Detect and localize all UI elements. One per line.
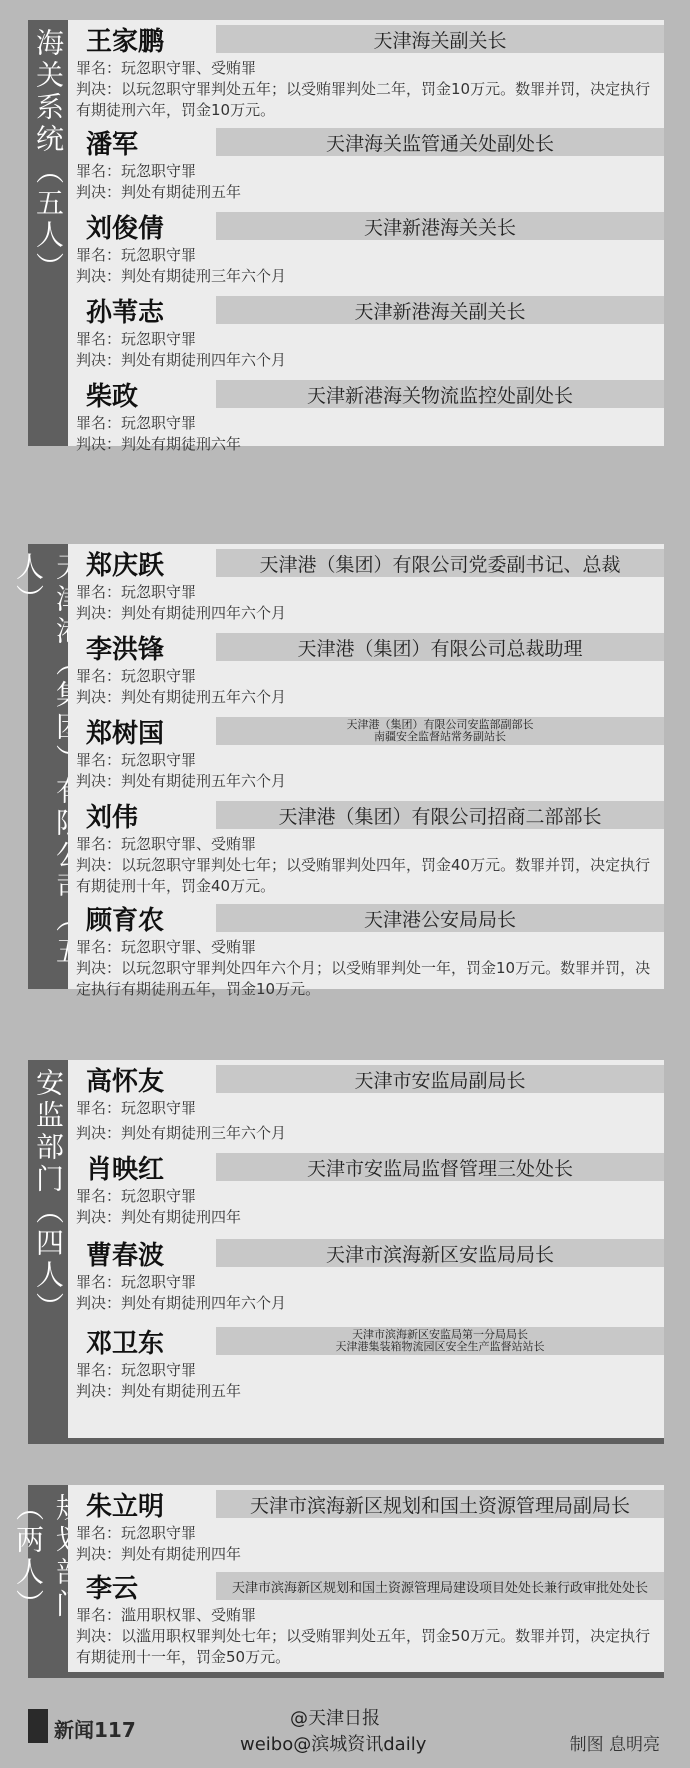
section-label: 安监部门（四人） (32, 1068, 65, 1324)
logo-icon (28, 1709, 48, 1743)
person-card (68, 1567, 664, 1668)
verdict-line: 判决：判处有期徒刑四年六个月 (76, 1294, 287, 1312)
section-body (68, 544, 664, 998)
charge-line: 罪名：玩忽职守罪、受贿罪 (76, 59, 257, 77)
section-label: 人） (12, 552, 45, 616)
person-title: 天津海关监管通关处副处长 (216, 128, 664, 156)
charge-line: 罪名：玩忽职守罪、受贿罪 (76, 938, 257, 956)
footer (0, 1686, 690, 1768)
person-name: 潘军 (68, 124, 216, 161)
section-customs (28, 20, 664, 453)
charge-line: 罪名：玩忽职守罪 (76, 1361, 197, 1379)
verdict-line: 判决：以玩忽职守罪判处四年六个月；以受贿罪判处一年，罚金10万元。数罪并罚，决定执行有期徒刑五年，罚金10万元。 (76, 959, 651, 998)
person-name: 王家鹏 (68, 21, 216, 58)
person-title: 天津新港海关物流监控处副处长 (216, 380, 664, 408)
person-card (68, 1322, 664, 1402)
person-card (68, 375, 664, 455)
person-title: 天津港（集团）有限公司总裁助理 (216, 633, 664, 661)
person-title: 天津海关副关长 (216, 25, 664, 53)
person-title: 天津市滨海新区安监局局长 (216, 1239, 664, 1267)
section-footer-bar (68, 1438, 664, 1444)
charge-line: 罪名：玩忽职守罪 (76, 667, 197, 685)
person-card (68, 291, 664, 371)
person-card (68, 207, 664, 287)
section-planning (12, 1485, 664, 1678)
person-card (68, 899, 664, 1000)
verdict-line: 判决：判处有期徒刑五年六个月 (76, 688, 287, 706)
weibo-handle: @天津日报 (290, 1708, 380, 1729)
person-title (216, 1327, 664, 1355)
section-body (68, 1060, 664, 1444)
charge-line: 罪名：玩忽职守罪 (76, 246, 197, 264)
verdict-line: 判决：判处有期徒刑四年六个月 (76, 604, 287, 622)
person-name: 李洪锋 (68, 629, 216, 666)
person-title: 天津港（集团）有限公司招商二部部长 (216, 801, 664, 829)
charge-line: 罪名：玩忽职守罪 (76, 1524, 197, 1542)
verdict-line: 判决：判处有期徒刑六年 (76, 435, 242, 453)
section-body (68, 20, 664, 453)
person-name: 刘俊倩 (68, 208, 216, 245)
person-name: 肖映红 (68, 1149, 216, 1186)
logo-text: 新闻117 (54, 1718, 136, 1742)
person-name: 高怀友 (68, 1061, 216, 1098)
person-card (68, 544, 664, 624)
section-label-bar (12, 1485, 68, 1678)
section-label: 海关系统（五人） (32, 28, 65, 284)
person-name: 曹春波 (68, 1235, 216, 1272)
verdict-line: 判决：判处有期徒刑五年六个月 (76, 772, 287, 790)
person-card (68, 796, 664, 897)
person-card (68, 628, 664, 708)
person-title-line: 天津市滨海新区安监局第一分局局长 (352, 1328, 528, 1341)
person-title: 天津市滨海新区规划和国土资源管理局副局长 (216, 1490, 664, 1518)
person-card (68, 123, 664, 203)
person-title (216, 717, 664, 745)
person-title-line: 南疆安全监督站常务副站长 (374, 730, 506, 743)
person-title: 天津港（集团）有限公司党委副书记、总裁 (216, 549, 664, 577)
charge-line: 罪名：滥用职权罪、受贿罪 (76, 1606, 257, 1624)
person-title: 天津市安监局监督管理三处处长 (216, 1153, 664, 1181)
person-title: 天津市安监局副局长 (216, 1065, 664, 1093)
verdict-line: 判决：判处有期徒刑四年 (76, 1545, 242, 1563)
charge-line: 罪名：玩忽职守罪 (76, 1099, 197, 1117)
section-port-group (12, 544, 664, 998)
person-title: 天津新港海关关长 (216, 212, 664, 240)
verdict-line: 判决：以玩忽职守罪判处七年；以受贿罪判处四年，罚金40万元。数罪并罚，决定执行有期徒刑十年，罚金40万元。 (76, 856, 651, 895)
person-name: 邓卫东 (68, 1323, 216, 1360)
verdict-line: 判决：判处有期徒刑四年六个月 (76, 351, 287, 369)
section-label-bar (28, 20, 68, 446)
charge-line: 罪名：玩忽职守罪 (76, 1273, 197, 1291)
section-footer-bar (68, 1672, 664, 1678)
charge-line: 罪名：玩忽职守罪 (76, 751, 197, 769)
charge-line: 罪名：玩忽职守罪 (76, 414, 197, 432)
person-title-line: 天津港（集团）有限公司安监部副部长 (346, 718, 534, 731)
person-name: 郑庆跃 (68, 545, 216, 582)
person-card (68, 712, 664, 792)
verdict-line: 判决：以玩忽职守罪判处五年；以受贿罪判处二年，罚金10万元。数罪并罚，决定执行有期徒刑六年，罚金10万元。 (76, 80, 651, 119)
person-title: 天津市滨海新区规划和国土资源管理局建设项目处处长兼行政审批处处长 (216, 1572, 664, 1600)
person-name: 柴政 (68, 376, 216, 413)
person-card (68, 1485, 664, 1565)
verdict-line: 判决：判处有期徒刑三年六个月 (76, 267, 287, 285)
section-label: （两人） (12, 1493, 45, 1621)
person-title-line: 天津港集装箱物流园区安全生产监督站站长 (335, 1340, 545, 1353)
person-name: 顾育农 (68, 900, 216, 937)
verdict-line: 判决：以滥用职权罪判处七年；以受贿罪判处五年，罚金50万元。数罪并罚，决定执行有期徒刑十一年，罚金50万元。 (76, 1627, 651, 1666)
weibo-watermark: weibo@滨城资讯daily (240, 1734, 427, 1755)
person-card (68, 20, 664, 121)
charge-line: 罪名：玩忽职守罪、受贿罪 (76, 835, 257, 853)
section-safety (28, 1060, 664, 1444)
charge-line: 罪名：玩忽职守罪 (76, 1187, 197, 1205)
charge-line: 罪名：玩忽职守罪 (76, 162, 197, 180)
person-name: 李云 (68, 1568, 216, 1605)
verdict-line: 判决：判处有期徒刑五年 (76, 183, 242, 201)
section-label-bar (12, 544, 68, 989)
person-name: 孙苇志 (68, 292, 216, 329)
graphic-credit: 制图 息明亮 (569, 1735, 660, 1755)
charge-line: 罪名：玩忽职守罪 (76, 330, 197, 348)
section-body (68, 1485, 664, 1678)
person-title: 天津新港海关副关长 (216, 296, 664, 324)
person-name: 朱立明 (68, 1486, 216, 1523)
charge-line: 罪名：玩忽职守罪 (76, 583, 197, 601)
person-card (68, 1060, 664, 1144)
verdict-line: 判决：判处有期徒刑三年六个月 (76, 1124, 287, 1142)
person-name: 刘伟 (68, 797, 216, 834)
person-card (68, 1148, 664, 1228)
section-label-bar (28, 1060, 68, 1444)
person-title: 天津港公安局局长 (216, 904, 664, 932)
verdict-line: 判决：判处有期徒刑四年 (76, 1208, 242, 1226)
person-card (68, 1234, 664, 1314)
verdict-line: 判决：判处有期徒刑五年 (76, 1382, 242, 1400)
person-name: 郑树国 (68, 713, 216, 750)
